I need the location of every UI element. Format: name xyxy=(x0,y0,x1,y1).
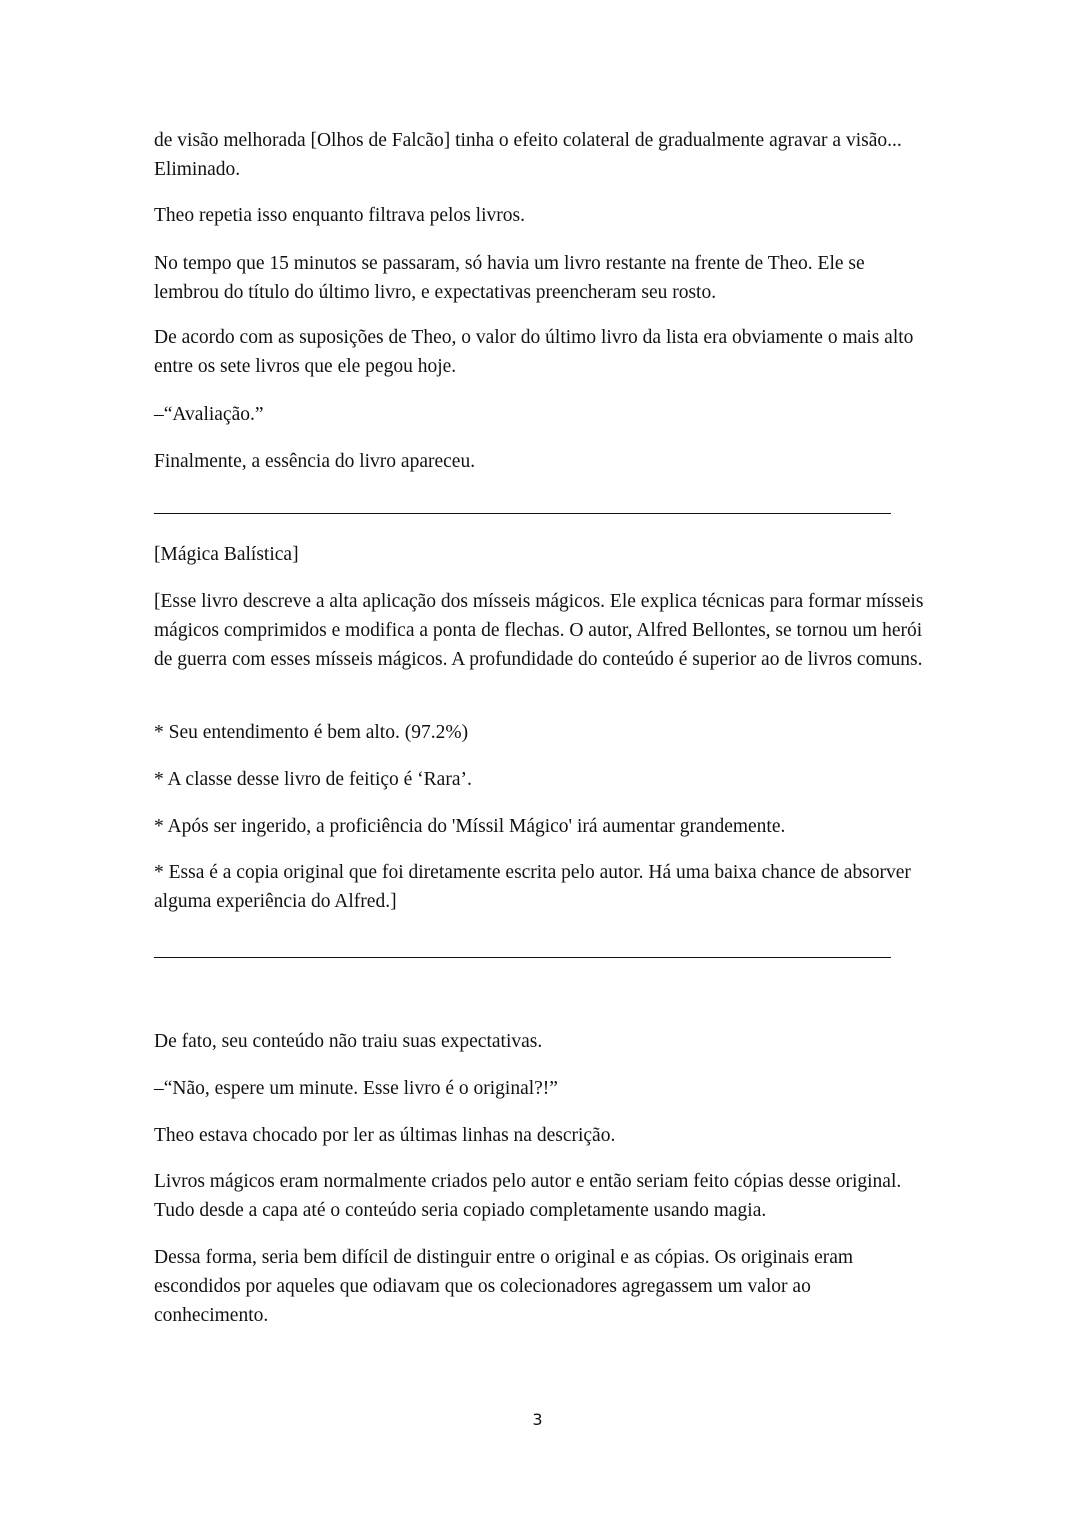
paragraph: No tempo que 15 minutos se passaram, só havia um livro restante na frente de Theo. Ele se lembrou do título do último livro, e expectativas preencheram seu rosto. xyxy=(154,253,865,303)
paragraph: Dessa forma, seria bem difícil de distinguir entre o original e as cópias. Os originais eram escondidos por aqueles que odiavam que os colecionadores agregassem um valor ao conhecimento. xyxy=(154,1247,854,1326)
book-note: * A classe desse livro de feitiço é ‘Rara’. xyxy=(154,769,472,790)
paragraph: De acordo com as suposições de Theo, o valor do último livro da lista era obviamente o mais alto entre os sete livros que ele pegou hoje. xyxy=(154,327,914,377)
paragraph: Livros mágicos eram normalmente criados pelo autor e então seriam feito cópias desse original. Tudo desde a capa até o conteúdo seria copiado completamente usando magia. xyxy=(154,1171,902,1221)
section-divider-bottom xyxy=(154,957,891,958)
book-note: * Seu entendimento é bem alto. (97.2%) xyxy=(154,722,469,743)
paragraph: Theo repetia isso enquanto filtrava pelos livros. xyxy=(154,205,525,226)
paragraph: de visão melhorada [Olhos de Falcão] tinha o efeito colateral de gradualmente agravar a visão... Eliminado. xyxy=(154,130,902,180)
book-title: [Mágica Balística] xyxy=(154,544,299,565)
section-divider-top xyxy=(154,513,891,514)
book-description: [Esse livro descreve a alta aplicação dos mísseis mágicos. Ele explica técnicas para formar mísseis mágicos comprimidos e modifica a ponta de flechas. O autor, Alfred Bellontes, se tornou um herói de guerra com esses mísseis mágicos. A profundidade do conteúdo é superior ao de livros comuns. xyxy=(154,591,924,670)
paragraph: Theo estava chocado por ler as últimas linhas na descrição. xyxy=(154,1125,616,1146)
page-number: 3 xyxy=(532,1410,543,1429)
book-note: * Essa é a copia original que foi diretamente escrita pelo autor. Há uma baixa chance de absorver alguma experiência do Alfred.] xyxy=(154,862,911,912)
dialogue-line: –“Avaliação.” xyxy=(154,404,264,425)
dialogue-line: –“Não, espere um minute. Esse livro é o original?!” xyxy=(154,1078,558,1099)
paragraph: Finalmente, a essência do livro apareceu. xyxy=(154,451,476,472)
paragraph: De fato, seu conteúdo não traiu suas expectativas. xyxy=(154,1031,543,1052)
book-note: * Após ser ingerido, a proficiência do 'Míssil Mágico' irá aumentar grandemente. xyxy=(154,816,786,837)
